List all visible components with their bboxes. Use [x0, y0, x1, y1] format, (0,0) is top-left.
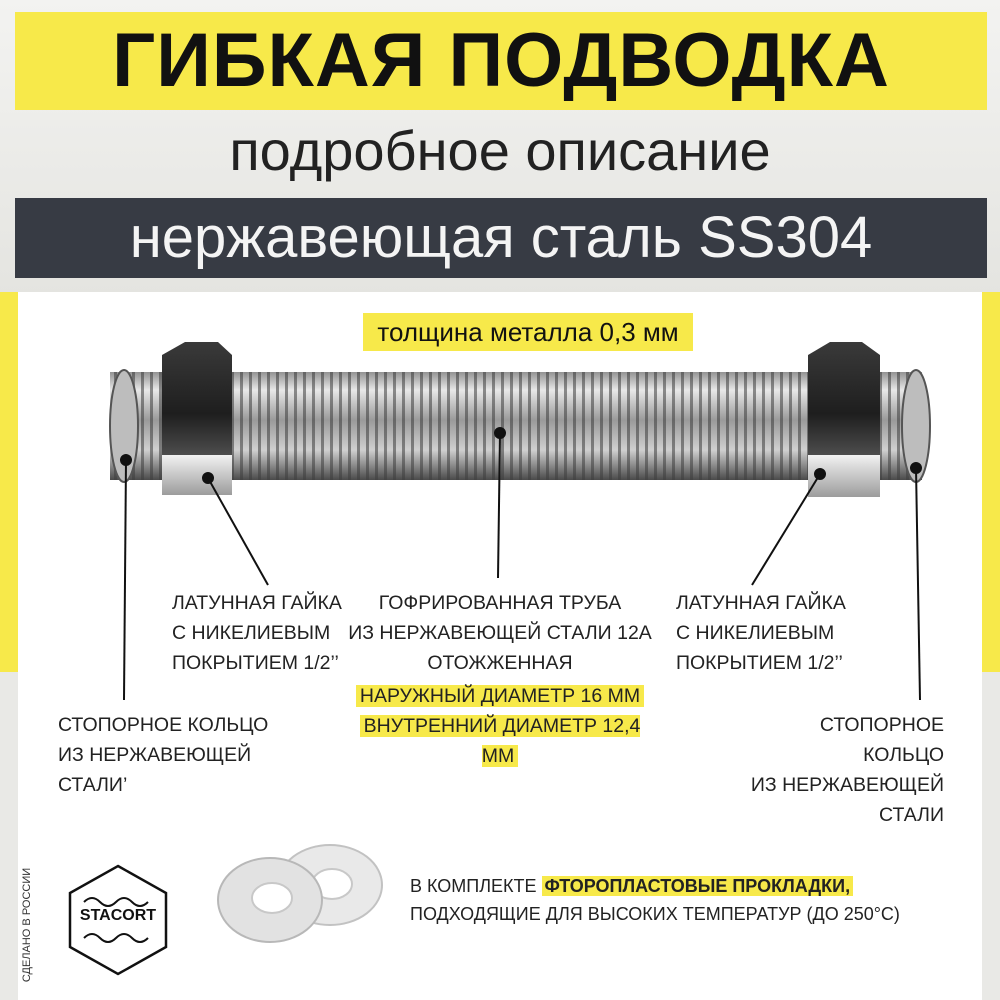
corrugated-tube [110, 370, 930, 482]
logo-brand: STACORT [79, 907, 157, 924]
gasket-prefix: В КОМПЛЕКТЕ [410, 876, 542, 896]
right-nut-label: ЛАТУННАЯ ГАЙКА С НИКЕЛИЕВЫМ ПОКРЫТИЕМ 1/2’’ [676, 592, 846, 674]
material-text: нержавеющая сталь SS304 [129, 205, 873, 270]
outer-diameter: НАРУЖНЫЙ ДИАМЕТР 16 ММ [356, 685, 644, 707]
gaskets-illustration [218, 845, 382, 942]
stacort-logo [60, 862, 176, 978]
thickness-label: толщина металла 0,3 мм [363, 313, 693, 351]
left-nut [162, 342, 232, 495]
inner-diameter: ВНУТРЕННИЙ ДИАМЕТР 12,4 ММ [360, 715, 641, 767]
gasket-note [410, 872, 900, 928]
right-ring-label: СТОПОРНОЕ КОЛЬЦО ИЗ НЕРЖАВЕЮЩЕЙ СТАЛИ [750, 714, 944, 826]
page-subtitle: подробное описание [229, 119, 771, 182]
diameter-labels [340, 681, 660, 771]
gasket-highlight: ФТОРОПЛАСТОВЫЕ ПРОКЛАДКИ, [542, 876, 854, 896]
left-ring-label: СТОПОРНОЕ КОЛЬЦО ИЗ НЕРЖАВЕЮЩЕЙ СТАЛИ’ [58, 714, 269, 796]
made-in-russia: СДЕЛАНО В РОССИИ [21, 867, 33, 983]
page-title: ГИБКАЯ ПОДВОДКА [112, 18, 890, 103]
tube-label: ГОФРИРОВАННАЯ ТРУБА ИЗ НЕРЖАВЕЮЩЕЙ СТАЛИ 12А ОТОЖЖЕННАЯ [348, 592, 652, 674]
left-nut-label: ЛАТУННАЯ ГАЙКА С НИКЕЛИЕВЫМ ПОКРЫТИЕМ 1/2’’ [172, 592, 342, 674]
gasket-line2: ПОДХОДЯЩИЕ ДЛЯ ВЫСОКИХ ТЕМПЕРАТУР (ДО 250°С) [410, 904, 900, 924]
